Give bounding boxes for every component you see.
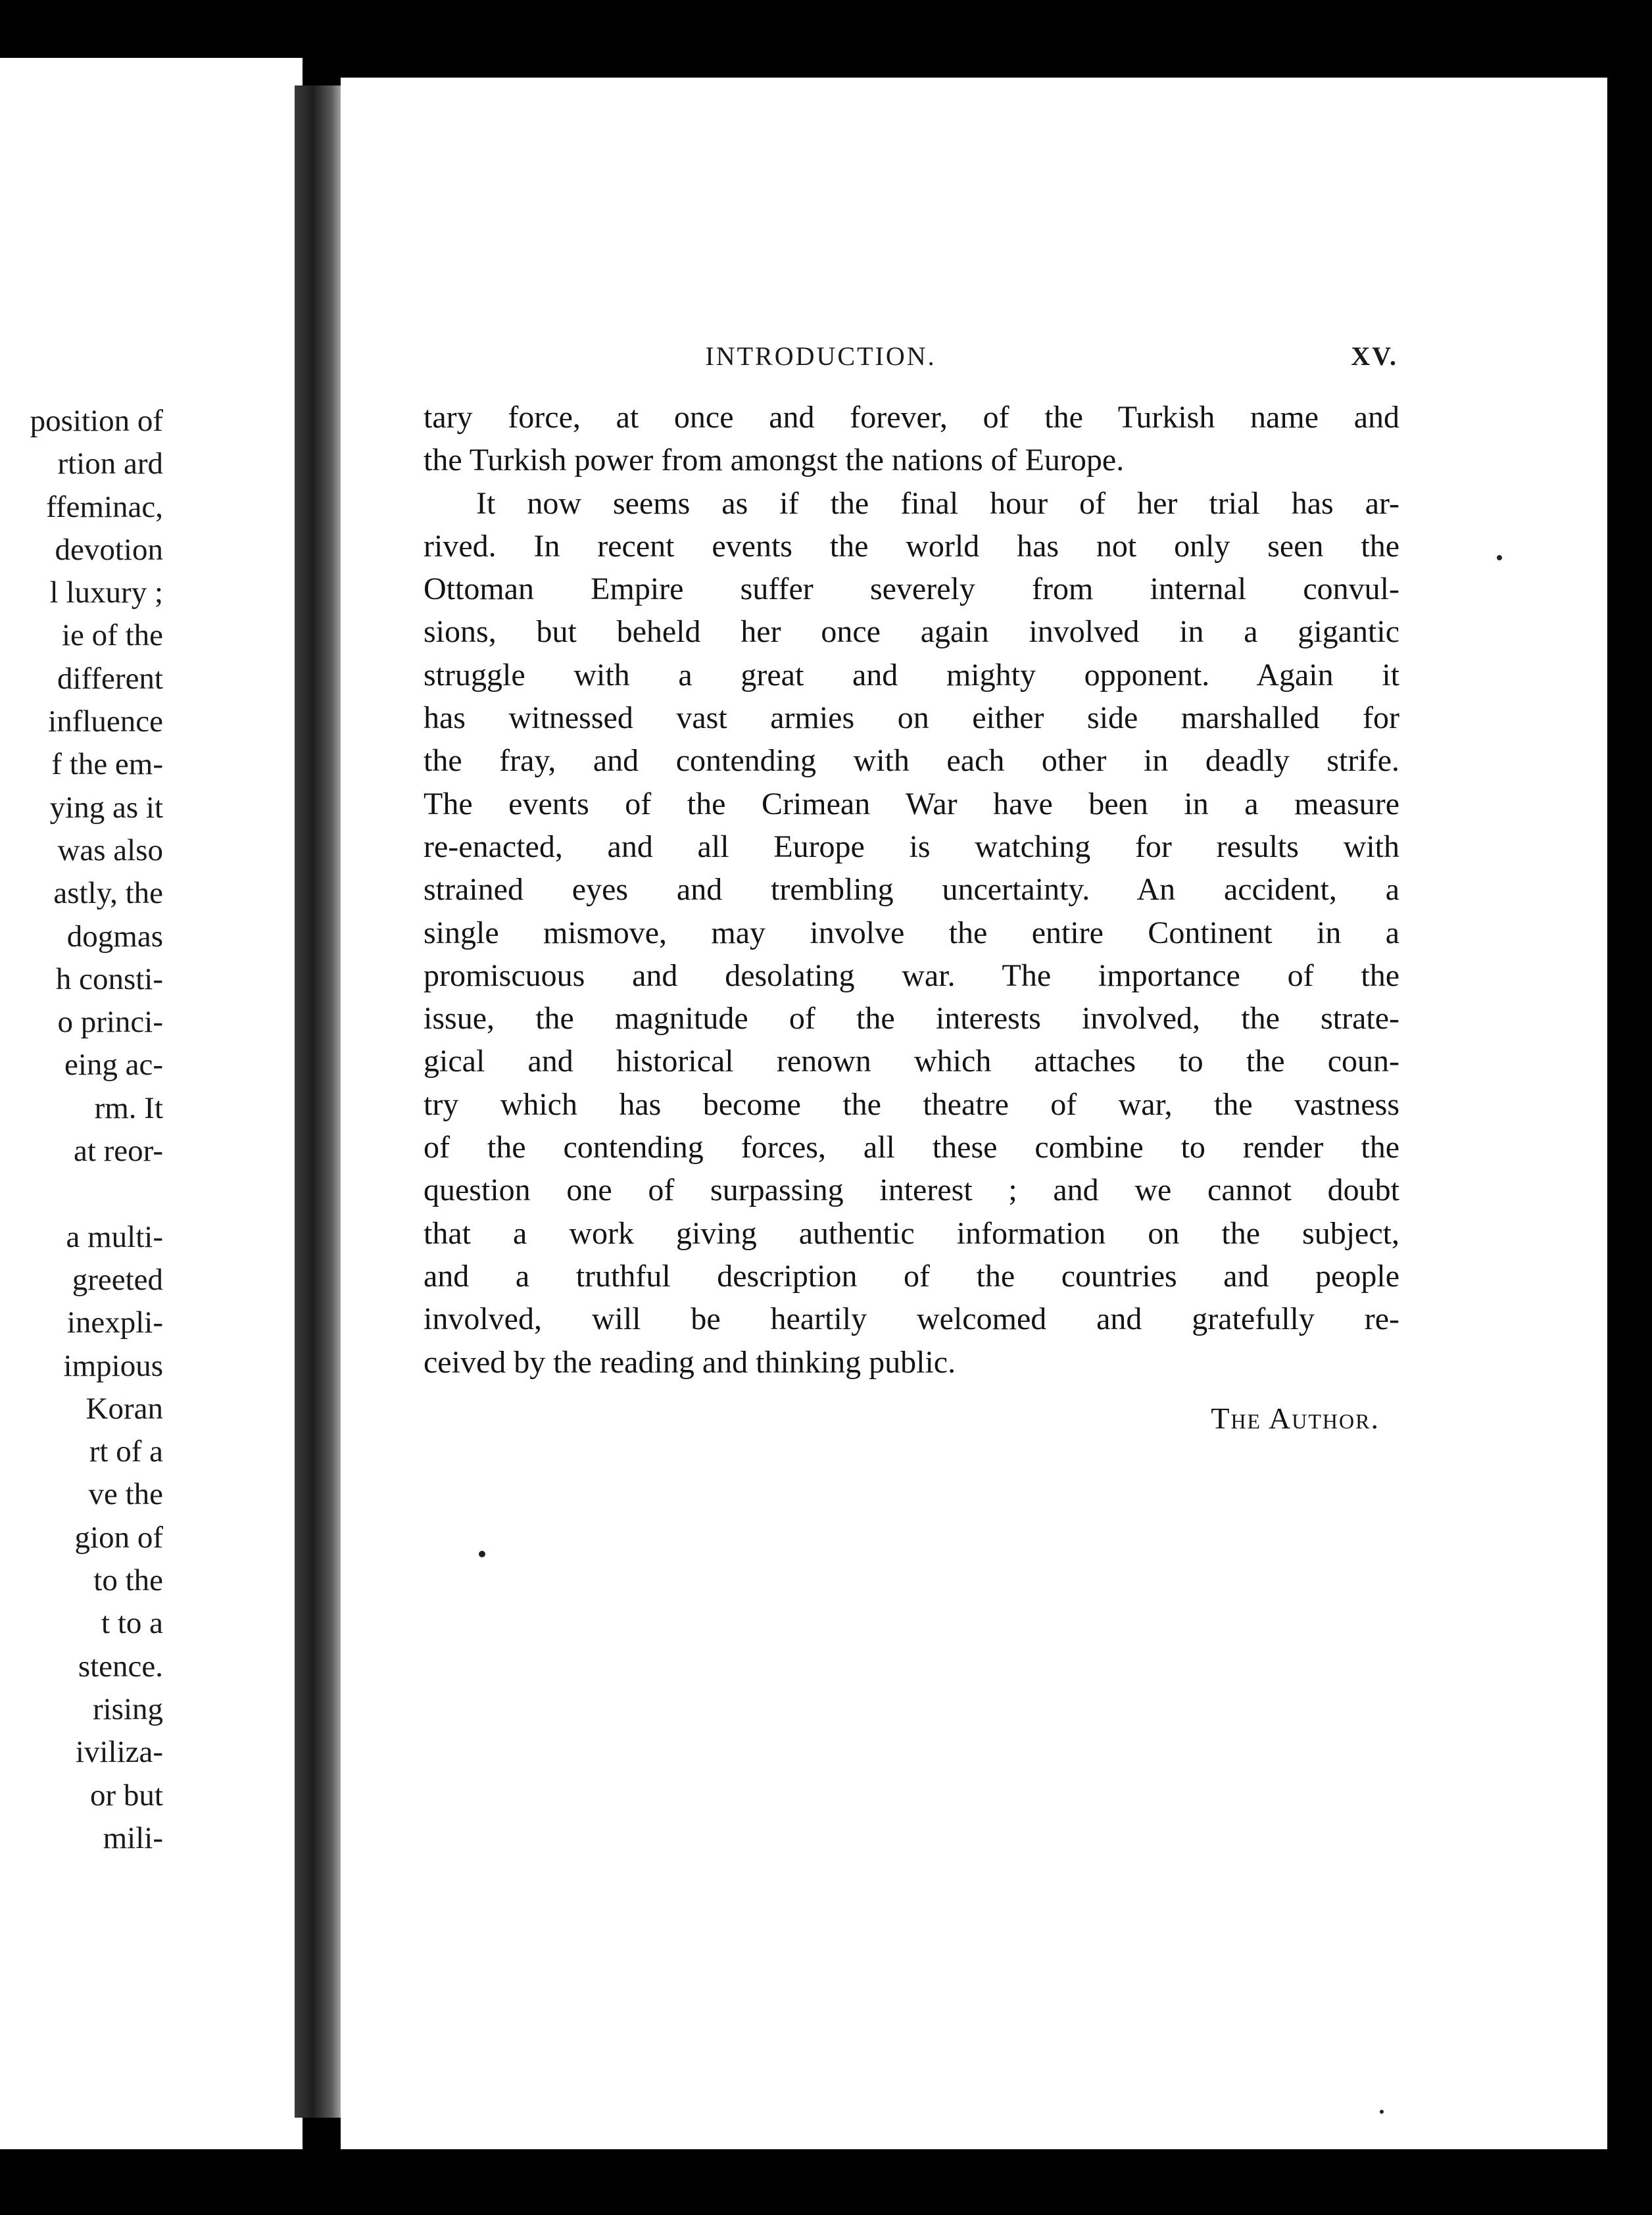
- text-line: try which has become the theatre of war, the vastness: [424, 1086, 1399, 1122]
- text-line: Ottoman Empire suffer severely from internal convul-: [424, 572, 1399, 607]
- left-text-line: astly, the: [53, 876, 163, 911]
- left-text-line: position of: [30, 404, 163, 438]
- left-text-line: devotion: [55, 532, 163, 567]
- left-page-text: [30, 400, 163, 1860]
- left-text-line: o princi-: [57, 1005, 163, 1040]
- left-text-line: influence: [48, 704, 163, 739]
- text-line: gical and historical renown which attaches to the coun-: [424, 1044, 1399, 1079]
- text-line: issue, the magnitude of the interests involved, the strate-: [424, 1001, 1399, 1036]
- left-text-line: a multi-: [66, 1219, 163, 1254]
- left-text-line: t to a: [101, 1606, 163, 1641]
- left-text-line: eing ac-: [64, 1048, 163, 1083]
- left-text-line: at reor-: [73, 1134, 163, 1169]
- text-line: It now seems as if the final hour of her trial has ar-: [476, 485, 1399, 521]
- left-text-line: gion of: [74, 1520, 163, 1555]
- text-line: of the contending forces, all these combine to render the: [424, 1130, 1399, 1165]
- ink-speck: [1497, 555, 1502, 560]
- text-line: question one of surpassing interest ; and we cannot doubt: [424, 1173, 1399, 1208]
- running-title: INTRODUCTION.: [705, 341, 936, 371]
- left-text-line: dogmas: [66, 919, 163, 954]
- left-text-line: ffeminac,: [46, 489, 163, 524]
- left-text-line: greeted: [72, 1262, 163, 1297]
- left-text-line: or but: [90, 1778, 163, 1813]
- text-line: The events of the Crimean War have been in a measure: [424, 786, 1399, 821]
- text-line: struggle with a great and mighty opponent. Again it: [424, 657, 1399, 693]
- text-line: strained eyes and trembling uncertainty. An accident, a: [424, 872, 1399, 908]
- right-page: [341, 78, 1607, 2149]
- ink-speck: [479, 1551, 485, 1557]
- page-number: XV.: [1351, 341, 1398, 371]
- running-head: [426, 341, 1398, 387]
- left-text-line: impious: [63, 1348, 163, 1383]
- text-line: sions, but beheld her once again involved in a gigantic: [424, 614, 1399, 650]
- left-text-line: was also: [57, 833, 163, 867]
- left-text-line: ying as it: [49, 790, 163, 825]
- left-page-fragment: [0, 58, 303, 2149]
- text-line: and a truthful description of the countries and people: [424, 1258, 1399, 1294]
- left-text-line: ie of the: [62, 618, 163, 653]
- left-text-line: rm. It: [94, 1090, 163, 1125]
- text-line: tary force, at once and forever, of the Turkish name and: [424, 400, 1399, 435]
- left-text-line: h consti-: [55, 961, 163, 996]
- text-line: involved, will be heartily welcomed and gratefully re-: [424, 1302, 1399, 1337]
- left-text-line: different: [57, 661, 163, 696]
- left-text-line: rt of a: [89, 1434, 163, 1469]
- body-text: [424, 396, 1399, 1384]
- text-line: the fray, and contending with each other in deadly strife.: [424, 743, 1399, 779]
- left-text-line: ve the: [88, 1477, 163, 1512]
- left-text-line: [30, 1173, 163, 1215]
- left-text-line: to the: [93, 1563, 163, 1598]
- text-line: promiscuous and desolating war. The importance of the: [424, 958, 1399, 993]
- left-text-line: l luxury ;: [49, 575, 163, 610]
- text-line: ceived by the reading and thinking public.: [424, 1344, 956, 1380]
- text-line: rived. In recent events the world has not only seen the: [424, 528, 1399, 564]
- book-gutter: [295, 85, 347, 2118]
- left-text-line: stence.: [78, 1649, 163, 1684]
- left-text-line: mili-: [103, 1820, 163, 1855]
- text-line: that a work giving authentic information on the subject,: [424, 1215, 1399, 1251]
- text-line: the Turkish power from amongst the nations of Europe.: [424, 443, 1125, 478]
- left-text-line: rtion ard: [57, 447, 163, 481]
- left-text-line: rising: [92, 1692, 163, 1726]
- left-text-line: iviliza-: [75, 1735, 163, 1770]
- text-line: re-enacted, and all Europe is watching for results with: [424, 829, 1399, 864]
- ink-speck: [1380, 2110, 1384, 2114]
- left-text-line: inexpli-: [66, 1305, 163, 1340]
- left-text-line: Koran: [85, 1391, 163, 1426]
- left-text-line: f the em-: [51, 747, 163, 782]
- author-signature: The Author.: [1211, 1401, 1380, 1435]
- text-line: has witnessed vast armies on either side marshalled for: [424, 700, 1399, 736]
- text-line: single mismove, may involve the entire Continent in a: [424, 915, 1399, 950]
